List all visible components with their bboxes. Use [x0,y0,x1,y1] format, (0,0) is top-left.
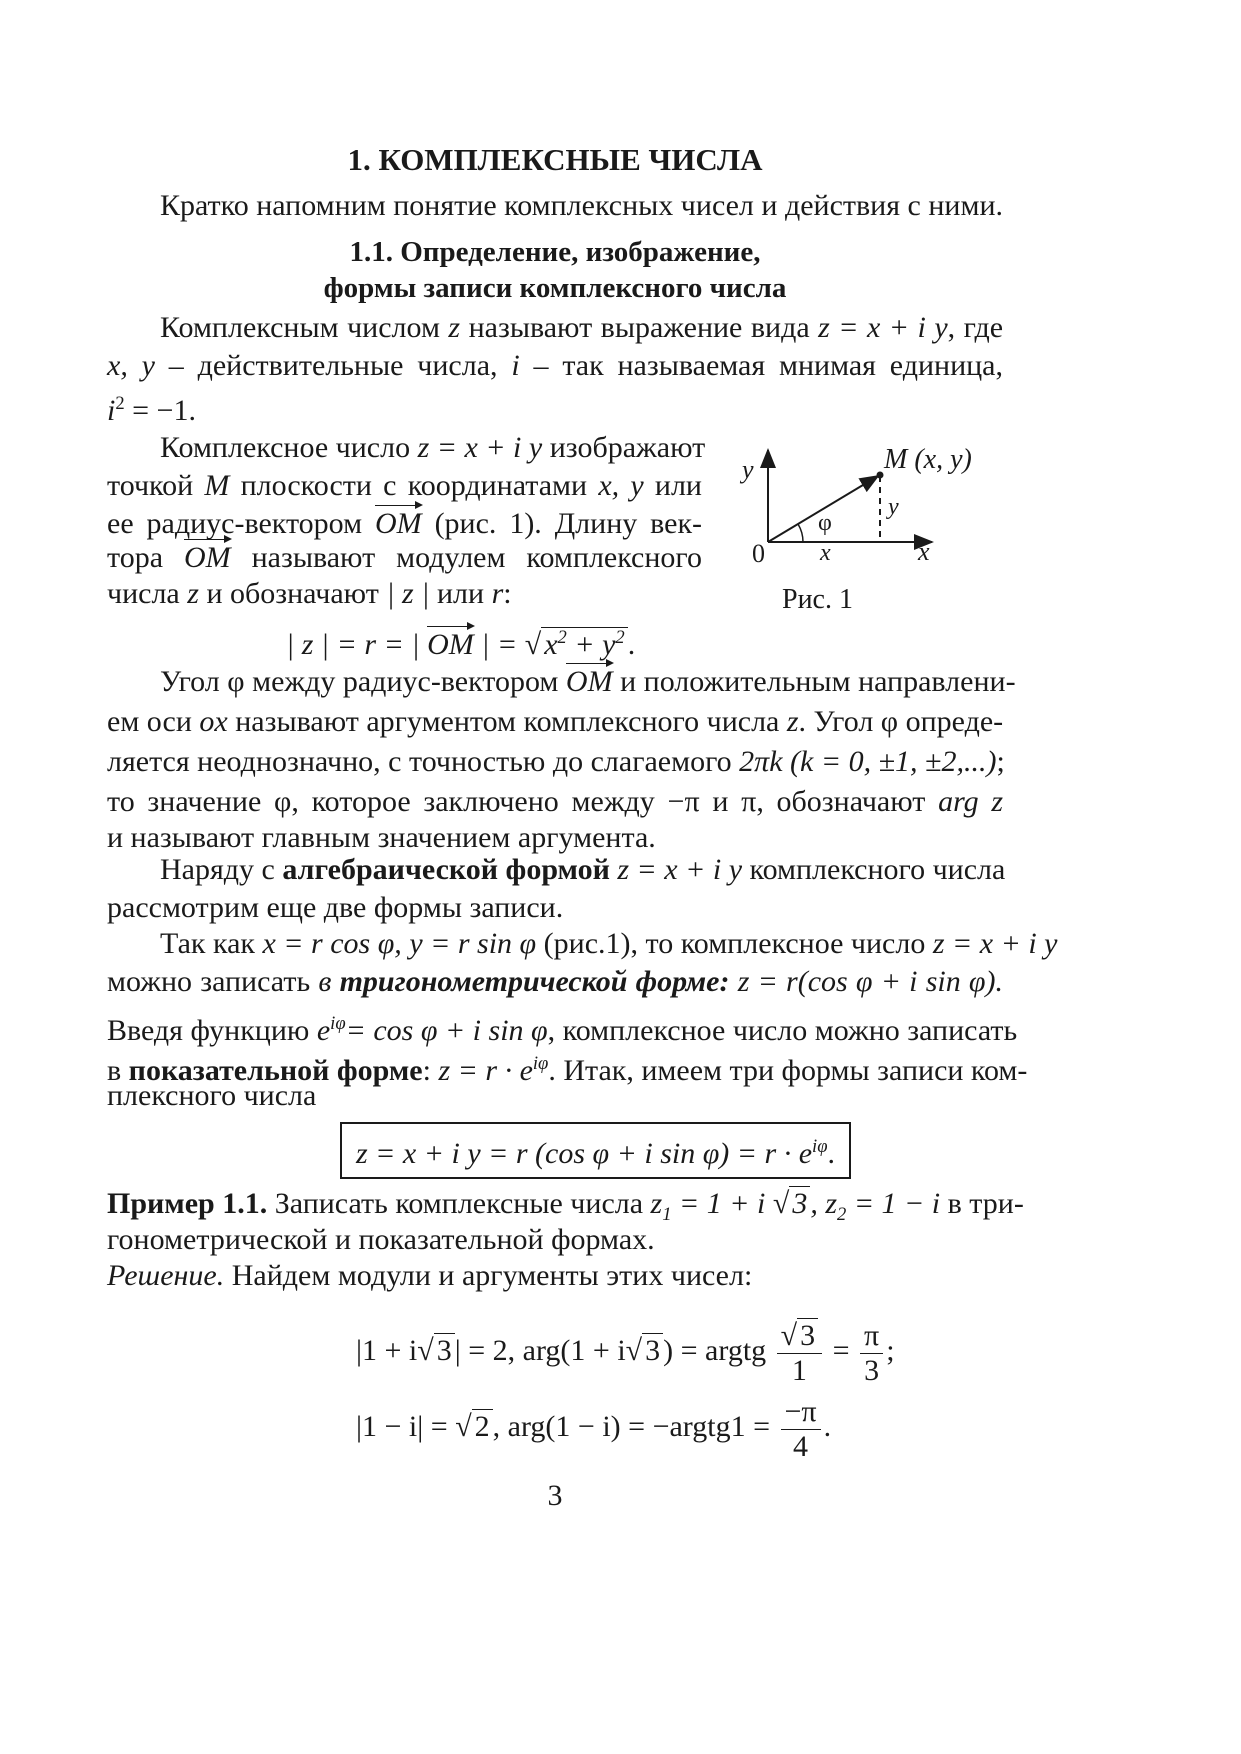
p5-line1: Так как x = r cos φ, y = r sin φ (рис.1), то комплексное число z = x + i y [160,927,1058,960]
example-line1: Пример 1.1. Записать комплексные числа $z_1 = 1 + i$ √ 3 , $z_2 = 1 - i$ в три- [107,1187,1024,1225]
x-axis-label: x [918,537,930,566]
p4-line1: Наряду с алгебраической формой z = x + i y комплексного числа [160,853,1006,886]
p2-line5: числа z и обозначают | z | или r: [107,577,512,610]
formula-modulus-arg-z1: |1 + i√ 3 | = 2, arg(1 + i√ 3 ) = argtg $\frac{√ 3}{1}$ = $\frac{\pi}{3}$ ; [356,1318,895,1387]
page-number: 3 [547,1479,563,1512]
phi-label: φ [818,510,832,536]
proj-x-label: x [820,540,831,566]
p5-line3: Введя функцию $e^{i\varphi}= \cos \varphi + i$ sin φ, комплексное число можно записать [107,1013,1018,1047]
origin-label: 0 [752,539,765,568]
p2-line3: ее радиус-вектором OM (рис. 1). Длину век- [107,504,702,544]
section-title-line1: 1.1. Определение, изображение, [349,236,761,268]
section-title-line2: формы записи комплексного числа [323,272,787,304]
figure-1 [720,430,1020,610]
p1-line2: x, y – действительные числа, i – так называемая мнимая единица, [107,349,1003,382]
formula-modulus-arg-z2: |1 − i| = √ 2 , arg(1 − i) = −argtg1 = $\frac{-\pi}{4}$ . [356,1394,832,1463]
p3-line3: ляется неоднозначно, с точностью до слагаемого 2πk (k = 0, ±1, ±2,...); [107,745,1005,778]
example-line2: гонометрической и показательной формах. [107,1223,655,1256]
p2-line4: тора OM называют модулем комплексного [107,538,702,578]
p5-line5: плексного числа [107,1079,317,1112]
p1-line3: $i^2 = -1$. [107,393,196,427]
p3-line4: то значение φ, которое заключено между −π и π, обозначают arg z [107,785,1004,818]
p2-line1: Комплексное число z = x + i y изображают [160,431,706,464]
p5-line2: можно записать в тригонометрической форме: z = r(cos φ + i sin φ). [107,965,1004,998]
p4-line2: рассмотрим еще две формы записи. [107,891,564,924]
p3-line1: Угол φ между радиус-вектором OM и положительным направлени- [107,662,1003,702]
p3-line2: ем оси ox называют аргументом комплексного числа z. Угол φ опреде- [107,705,1004,738]
intro-text: Кратко напомним понятие комплексных чисел и действия с ними. [160,189,1004,222]
p3-line5: и называют главным значением аргумента. [107,821,656,854]
solution-line: Решение. Найдем модули и аргументы этих чисел: [107,1259,753,1292]
chapter-title: 1. КОМПЛЕКСНЫЕ ЧИСЛА [347,142,763,177]
y-axis-label: y [742,455,754,484]
p1-line1: Комплексным числом z называют выражение вида z = x + i y, где [160,311,1004,344]
point-label: M (x, y) [884,444,972,475]
modulus-formula: | z | = r = | OM | = √ $x^2 + y^2$ . [286,618,635,665]
point-m [877,472,884,479]
angle-arc [798,524,803,542]
proj-y-label: y [888,494,899,520]
p2-line2: точкой M плоскости с координатами x, y или [107,469,702,502]
figure-caption: Рис. 1 [782,584,853,615]
p5-line4: в показательной форме: $z = r \cdot e^{i\varphi}$. Итак, имеем три формы записи ком- [107,1053,1028,1087]
boxed-forms-formula: z = x + i y = r (cos φ + i $\sin \varphi) = r \cdot e^{i\varphi}$. [340,1122,851,1179]
